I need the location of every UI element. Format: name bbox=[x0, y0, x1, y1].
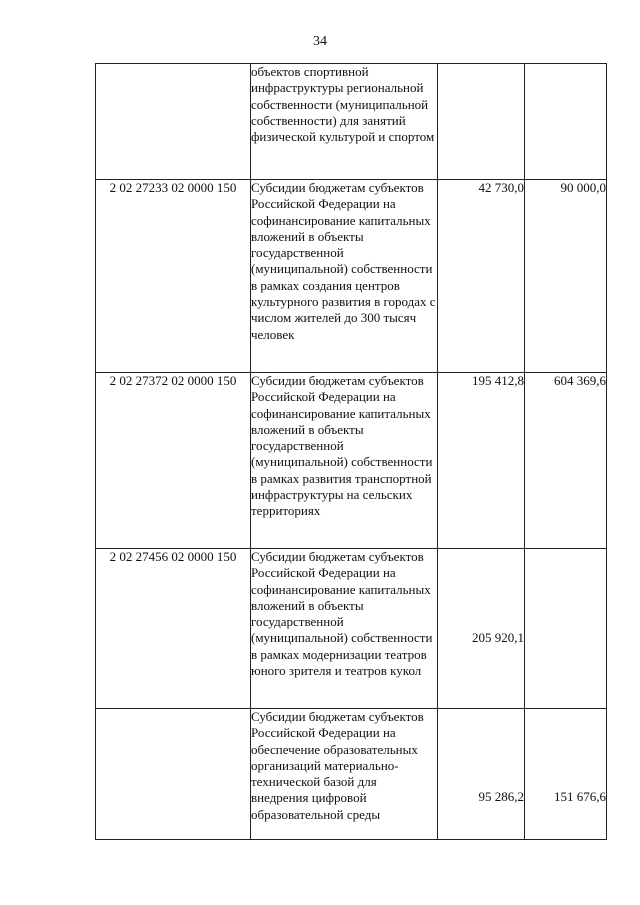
amount-cell-1: 95 286,2 bbox=[438, 709, 525, 840]
amount-cell-2 bbox=[525, 549, 607, 709]
amount-cell-1 bbox=[438, 64, 525, 180]
budget-code-cell: 2 02 27456 02 0000 150 bbox=[96, 549, 251, 709]
table-row bbox=[96, 373, 607, 549]
description-cell: Субсидии бюджетам субъектов Российской Федерации на софинансирование капитальных вложений в объекты государственной (муниципальной) собственности в рамках модернизации театров юного зрителя и театров кукол bbox=[251, 549, 438, 709]
budget-code-cell: 2 02 27233 02 0000 150 bbox=[96, 180, 251, 373]
page-number: 34 bbox=[313, 34, 327, 49]
budget-code-cell bbox=[96, 709, 251, 840]
amount-cell-2: 604 369,6 bbox=[525, 373, 607, 549]
amount-cell-2: 90 000,0 bbox=[525, 180, 607, 373]
budget-code-cell: 2 02 27372 02 0000 150 bbox=[96, 373, 251, 549]
description-cell: Субсидии бюджетам субъектов Российской Федерации на софинансирование капитальных вложений в объекты государственной (муниципальной) собственности в рамках развития транспортной инфраструктуры на сельских территориях bbox=[251, 373, 438, 549]
table-row bbox=[96, 180, 607, 373]
table-row bbox=[96, 549, 607, 709]
budget-code-cell bbox=[96, 64, 251, 180]
budget-table bbox=[95, 63, 607, 840]
description-cell: объектов спортивной инфраструктуры региональной собственности (муниципальной собственности) для занятий физической культурой и спортом bbox=[251, 64, 438, 180]
amount-cell-2: 151 676,6 bbox=[525, 709, 607, 840]
table-row bbox=[96, 64, 607, 180]
description-cell: Субсидии бюджетам субъектов Российской Федерации на софинансирование капитальных вложений в объекты государственной (муниципальной) собственности в рамках создания центров культурного развития в городах с числом жителей до 300 тысяч человек bbox=[251, 180, 438, 373]
amount-cell-1: 195 412,8 bbox=[438, 373, 525, 549]
description-cell: Субсидии бюджетам субъектов Российской Федерации на обеспечение образовательных организаций материально-технической базой для внедрения цифровой образовательной среды bbox=[251, 709, 438, 840]
table-row bbox=[96, 709, 607, 840]
amount-cell-1: 205 920,1 bbox=[438, 549, 525, 709]
amount-cell-2 bbox=[525, 64, 607, 180]
amount-cell-1: 42 730,0 bbox=[438, 180, 525, 373]
